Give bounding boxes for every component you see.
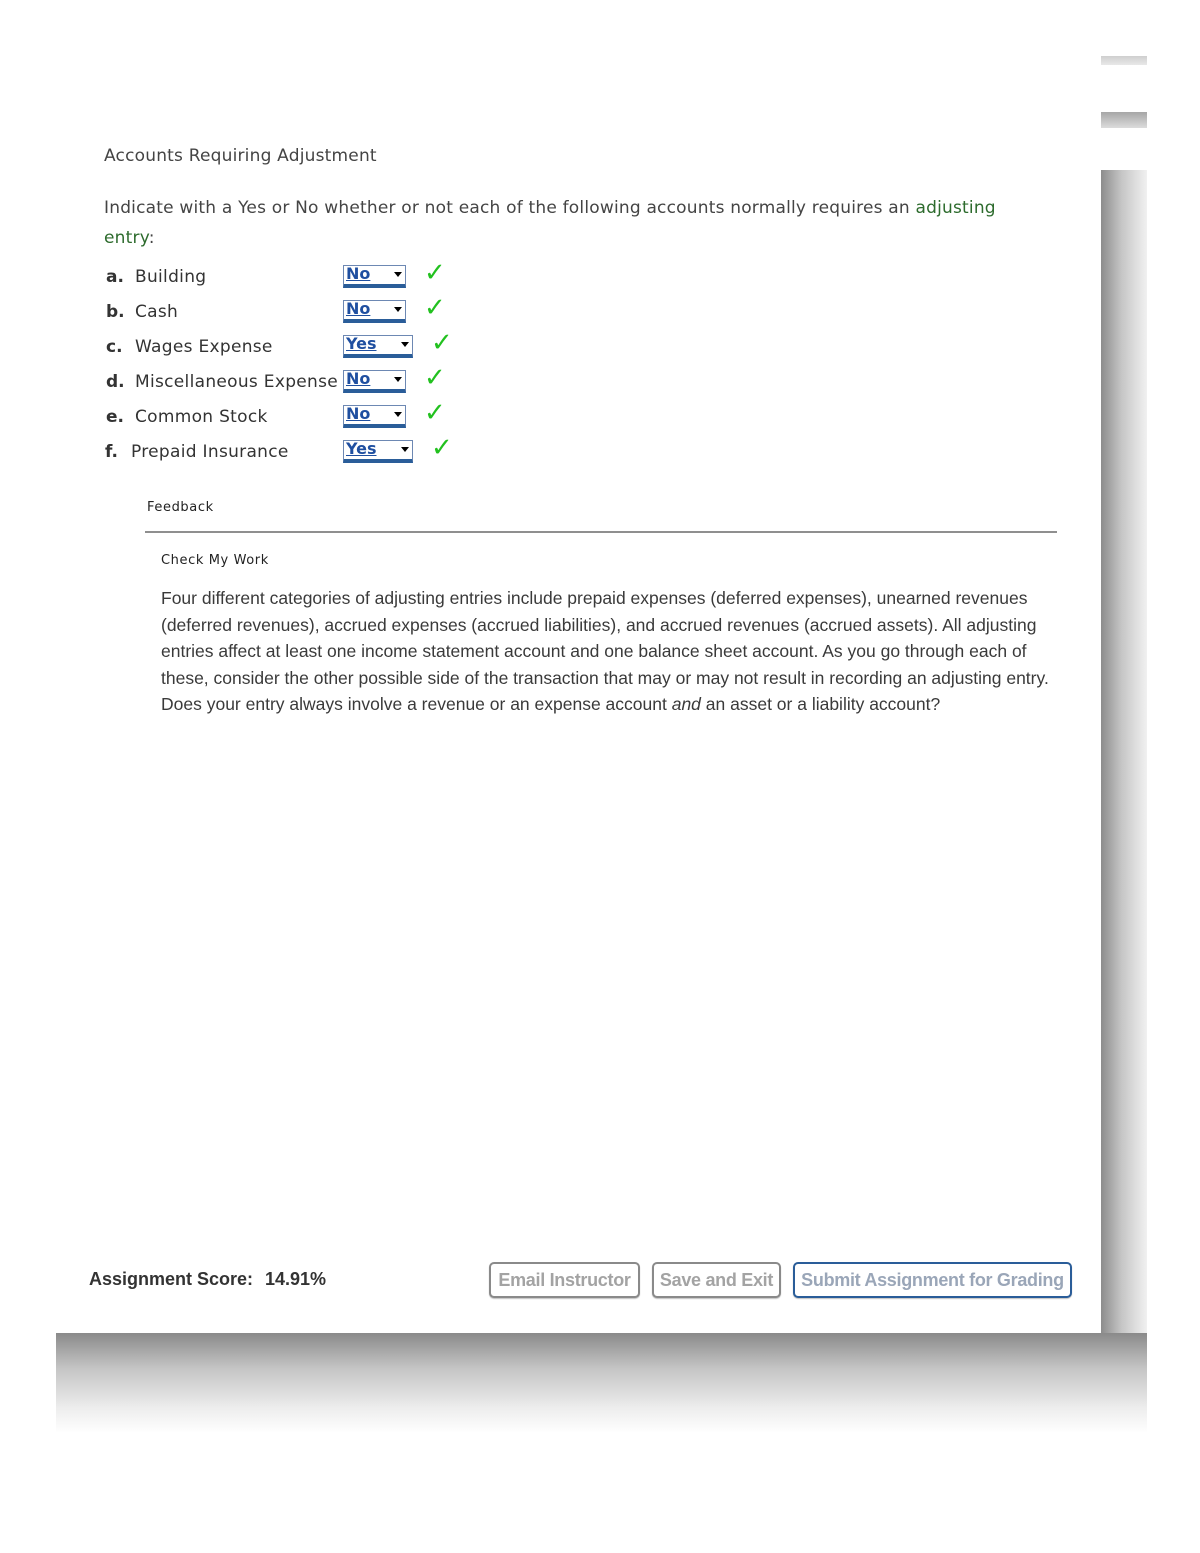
- problem-title: Accounts Requiring Adjustment: [104, 146, 377, 166]
- feedback-text-emphasis: and: [671, 694, 701, 714]
- answer-select-value: No: [346, 299, 371, 318]
- answer-select[interactable]: [343, 405, 406, 428]
- answer-select[interactable]: [343, 300, 406, 323]
- feedback-text-part: Four different categories of adjusting entries include prepaid expenses (deferred expenses), unearned revenues (deferred revenues), accrued expenses (accrued liabilities), and accrued revenues (accrued assets). All adjusting entries affect at least one income statement account and one balance sheet account. As you go through each of these, consider the other possible side of the transaction that may or may not result in recording an adjusting entry. Does your entry always involve a revenue or an expense account: [161, 588, 1049, 714]
- question-row: [106, 328, 506, 363]
- question-letter: f.: [105, 442, 118, 462]
- page-shadow-bottom: [56, 1333, 1147, 1433]
- checkmark-icon: ✓: [424, 258, 446, 288]
- checkmark-icon: ✓: [424, 363, 446, 393]
- instructions-text: Indicate with a Yes or No whether or not each of the following accounts normally requires an: [104, 198, 916, 218]
- answer-select-value: No: [346, 404, 371, 423]
- answer-select[interactable]: [343, 370, 406, 393]
- chevron-down-icon: [394, 307, 402, 312]
- check-my-work-heading: Check My Work: [161, 553, 269, 568]
- question-row: [105, 433, 506, 468]
- question-label: Miscellaneous Expense: [135, 372, 339, 392]
- question-letter: a.: [106, 267, 124, 287]
- question-letter: d.: [106, 372, 125, 392]
- instructions: [104, 193, 1044, 253]
- checkmark-icon: ✓: [424, 293, 446, 323]
- feedback-heading: Feedback: [147, 500, 214, 515]
- chevron-down-icon: [394, 272, 402, 277]
- answer-select-value: Yes: [346, 439, 377, 458]
- feedback-text: [161, 585, 1061, 718]
- page-shadow-right: [1101, 170, 1147, 1335]
- email-instructor-button[interactable]: Email Instructor: [489, 1262, 640, 1298]
- window-tab-notch: [1101, 128, 1147, 172]
- assignment-score-value: 14.91%: [265, 1269, 327, 1289]
- chevron-down-icon: [401, 447, 409, 452]
- submit-assignment-button[interactable]: Submit Assignment for Grading: [793, 1262, 1072, 1298]
- chevron-down-icon: [394, 412, 402, 417]
- chevron-down-icon: [394, 377, 402, 382]
- question-label: Common Stock: [135, 407, 268, 427]
- window-tab-edge: [1101, 112, 1147, 128]
- instructions-colon: :: [148, 228, 155, 248]
- question-letter: e.: [106, 407, 124, 427]
- question-label: Wages Expense: [135, 337, 273, 357]
- question-row: [106, 398, 506, 433]
- question-label: Cash: [135, 302, 179, 322]
- feedback-text-part: an asset or a liability account?: [700, 694, 941, 714]
- question-letter: c.: [106, 337, 123, 357]
- glossary-term-link[interactable]: adjusting entry: [104, 198, 996, 248]
- answer-select-value: No: [346, 264, 371, 283]
- checkmark-icon: ✓: [424, 398, 446, 428]
- assignment-score-label: Assignment Score:: [89, 1269, 254, 1289]
- question-row: [106, 258, 506, 293]
- question-label: Building: [135, 267, 207, 287]
- window-tab-edge: [1101, 56, 1147, 65]
- checkmark-icon: ✓: [431, 328, 453, 358]
- feedback-divider: [145, 531, 1057, 533]
- answer-select[interactable]: [343, 265, 406, 288]
- question-row: [106, 293, 506, 328]
- checkmark-icon: ✓: [431, 433, 453, 463]
- question-row: [106, 363, 506, 398]
- answer-select-value: Yes: [346, 334, 377, 353]
- answer-select-value: No: [346, 369, 371, 388]
- question-label: Prepaid Insurance: [131, 442, 289, 462]
- answer-select[interactable]: [343, 440, 413, 463]
- answer-select[interactable]: [343, 335, 413, 358]
- chevron-down-icon: [401, 342, 409, 347]
- question-letter: b.: [106, 302, 125, 322]
- save-and-exit-button[interactable]: Save and Exit: [652, 1262, 781, 1298]
